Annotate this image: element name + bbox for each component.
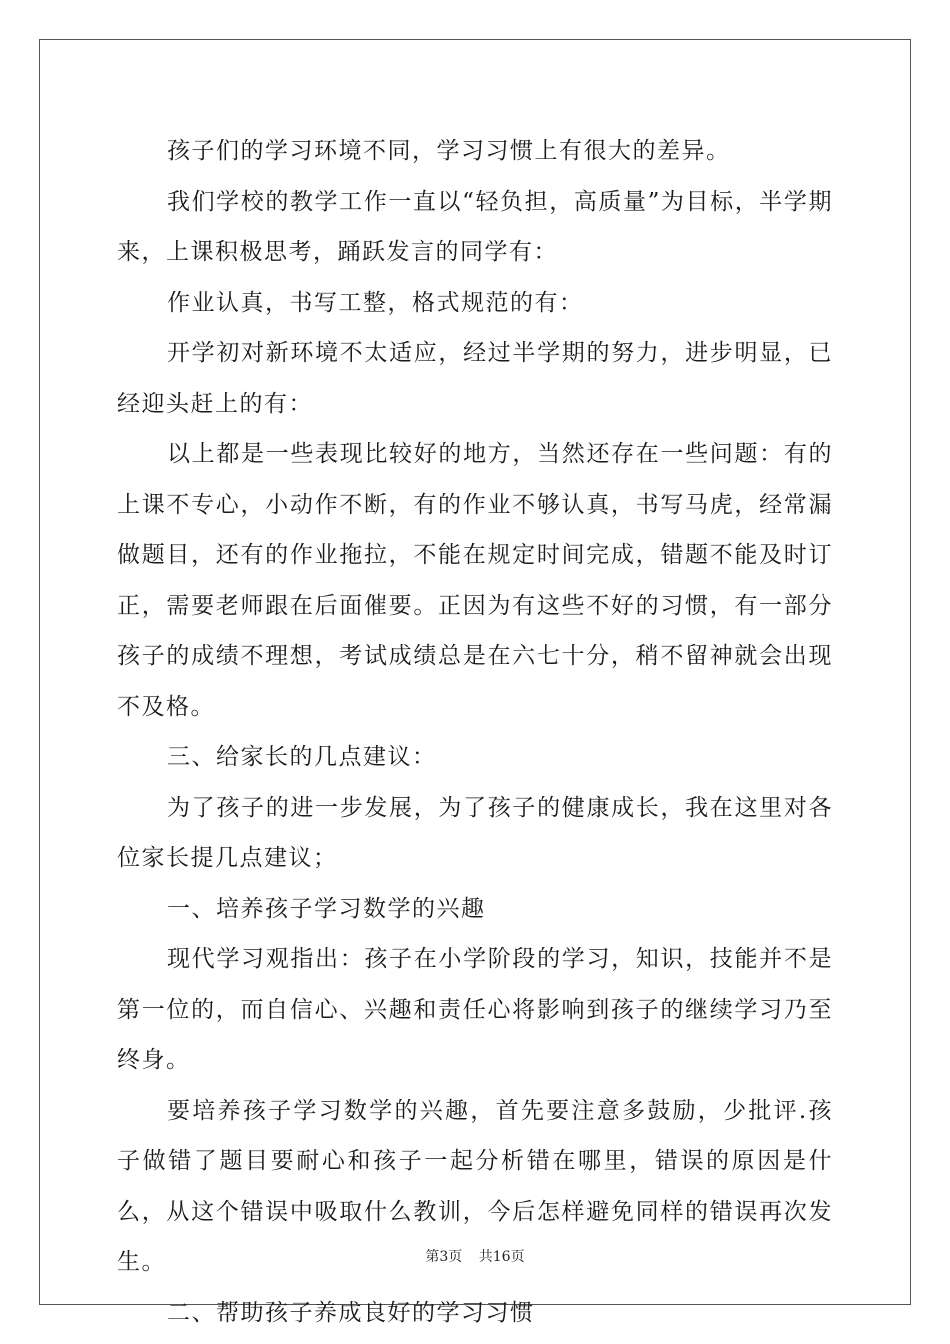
paragraph: 开学初对新环境不太适应，经过半学期的努力，进步明显，已经迎头赶上的有： — [117, 340, 833, 417]
page-number: 第3页 — [425, 1249, 463, 1265]
paragraph: 二、帮助孩子养成良好的学习习惯 — [167, 1299, 535, 1326]
page-footer — [0, 1246, 950, 1266]
paragraph: 现代学习观指出：孩子在小学阶段的学习，知识，技能并不是第一位的，而自信心、兴趣和责任心将影响到孩子的继续学习乃至终身。 — [117, 946, 833, 1073]
paragraph: 一、培养孩子学习数学的兴趣 — [167, 895, 486, 922]
paragraph: 作业认真，书写工整，格式规范的有： — [167, 289, 584, 316]
paragraph: 我们学校的教学工作一直以“轻负担，高质量”为目标，半学期来，上课积极思考，踊跃发言的同学有： — [117, 188, 833, 265]
paragraph: 孩子们的学习环境不同，学习习惯上有很大的差异。 — [167, 138, 731, 164]
page-total: 共16页 — [478, 1249, 525, 1265]
paragraph: 要培养孩子学习数学的兴趣，首先要注意多鼓励，少批评.孩子做错了题目要耐心和孩子一起分析错在哪里，错误的原因是什么，从这个错误中吸取什么教训，今后怎样避免同样的错误再次发生。 — [117, 1097, 833, 1275]
paragraph: 为了孩子的进一步发展，为了孩子的健康成长，我在这里对各位家长提几点建议； — [117, 794, 833, 871]
paragraph: 三、给家长的几点建议： — [167, 744, 437, 770]
document-body — [117, 126, 833, 1338]
paragraph: 以上都是一些表现比较好的地方，当然还存在一些问题：有的上课不专心，小动作不断，有的作业不够认真，书写马虎，经常漏做题目，还有的作业拖拉，不能在规定时间完成，错题不能及时订正，需要老师跟在后面催要。正因为有这些不好的习惯，有一部分孩子的成绩不理想，考试成绩总是在六七十分，稍不留神就会出现不及格。 — [117, 441, 833, 720]
